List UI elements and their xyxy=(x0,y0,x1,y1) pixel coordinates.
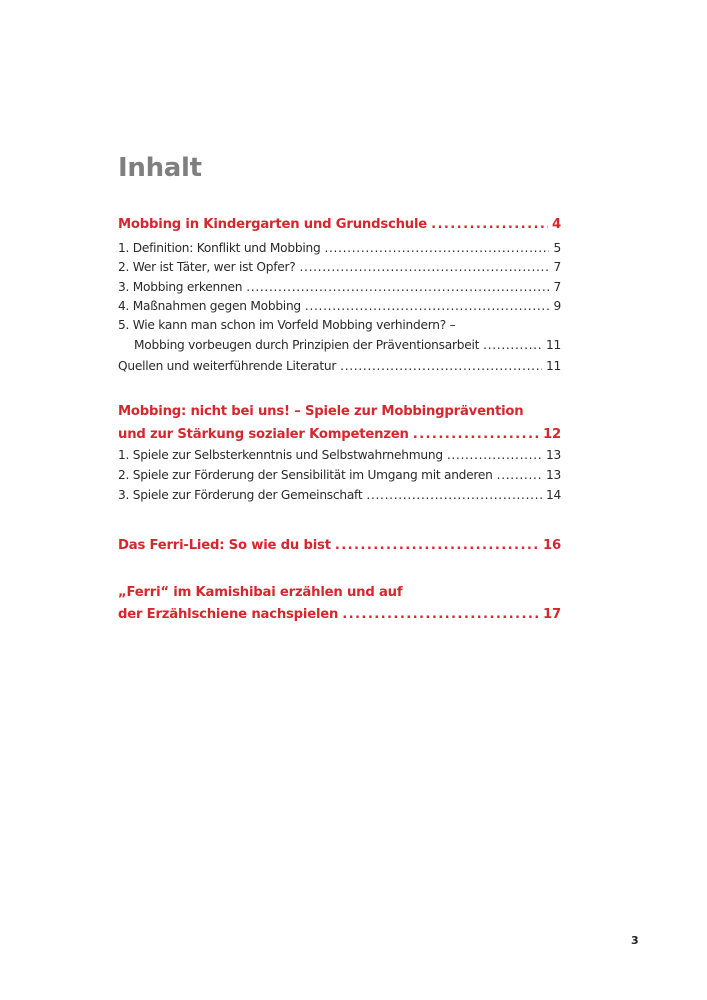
toc-heading[interactable]: Mobbing in Kindergarten und Grundschule . . . 4 xyxy=(118,214,561,232)
leader-dots xyxy=(447,448,542,462)
leader-dots xyxy=(299,260,549,274)
leader-dots xyxy=(335,538,539,553)
leader-dots xyxy=(483,338,542,352)
leader-dots xyxy=(246,280,549,294)
leader-dots xyxy=(431,217,548,232)
leader-dots xyxy=(413,427,539,442)
toc-item[interactable]: 1. Definition: Konflikt und Mobbing . . . 5 xyxy=(118,239,561,255)
toc-item[interactable]: 3. Spiele zur Förderung der Gemeinschaft . . . 14 xyxy=(118,486,561,502)
page-number: 3 xyxy=(631,934,639,947)
toc-item[interactable]: 3. Mobbing erkennen . . . 7 xyxy=(118,278,561,294)
page-title: Inhalt xyxy=(118,153,202,183)
toc-heading[interactable]: Das Ferri-Lied: So wie du bist . . . 16 xyxy=(118,535,561,553)
toc-item[interactable]: Quellen und weiterführende Literatur . . . 11 xyxy=(118,357,561,373)
toc-item[interactable]: 1. Spiele zur Selbsterkenntnis und Selbstwahrnehmung . . . 13 xyxy=(118,446,561,462)
leader-dots xyxy=(340,359,542,373)
toc-item[interactable]: 2. Wer ist Täter, wer ist Opfer? . . . 7 xyxy=(118,258,561,274)
leader-dots xyxy=(324,241,549,255)
toc-section-1 xyxy=(118,214,561,232)
toc-item[interactable]: 4. Maßnahmen gegen Mobbing . . . 9 xyxy=(118,297,561,313)
leader-dots xyxy=(497,468,542,482)
leader-dots xyxy=(305,299,550,313)
toc-item[interactable]: 5. Wie kann man schon im Vorfeld Mobbing verhindern? – Mobbing vorbeugen durch Prinzipien der Präventionsarbeit . . . 11 xyxy=(118,318,561,352)
leader-dots xyxy=(342,607,539,622)
toc-item[interactable]: 2. Spiele zur Förderung der Sensibilität im Umgang mit anderen . . . 13 xyxy=(118,466,561,482)
toc-heading[interactable]: Mobbing: nicht bei uns! – Spiele zur Mobbingprävention und zur Stärkung sozialer Kompetenzen . . . 12 xyxy=(118,404,561,442)
leader-dots xyxy=(366,488,542,502)
toc-heading[interactable]: „Ferri“ im Kamishibai erzählen und auf der Erzählschiene nachspielen . . . 17 xyxy=(118,585,561,622)
